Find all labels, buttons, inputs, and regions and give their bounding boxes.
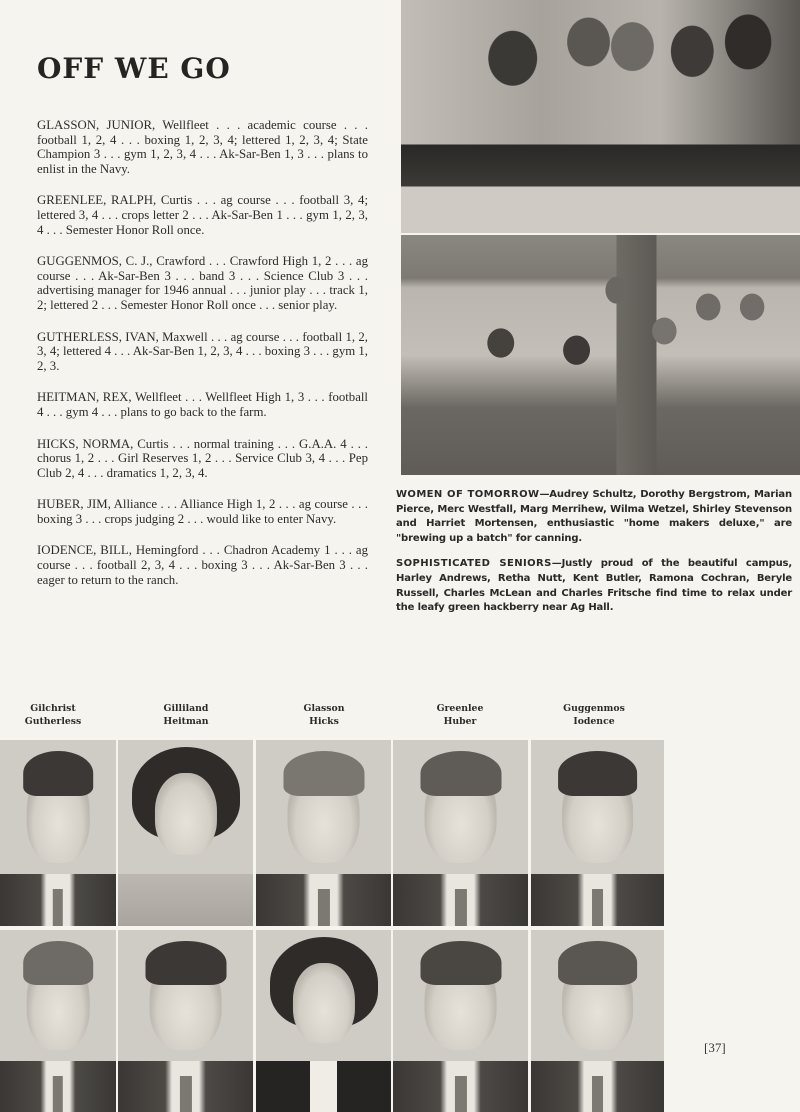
- portrait-label-col-4: Greenlee Huber: [436, 703, 484, 727]
- portrait-label-col-1: Gilchrist Gutherless: [24, 703, 82, 727]
- bio-text: Wellfleet . . . academic course . . . football 1, 2, 4 . . . boxing 1, 2, 3, 4; lettered 1, 2, 3, 4; State Champion 3 . . . gym 1, 2, 3, 4 . . . Ak-Sar-Ben 1, 3 . . . plans to enlist in the Navy.: [37, 118, 368, 176]
- bio-name: GREENLEE, RALPH,: [37, 193, 157, 208]
- senior-bios: [37, 118, 368, 604]
- portrait-iodence: [531, 930, 664, 1112]
- portrait-gilchrist: [0, 740, 116, 926]
- bio-name: GLASSON, JUNIOR,: [37, 118, 156, 132]
- bio-text: Crawford . . . Crawford High 1, 2 . . . ag course . . . Ak-Sar-Ben 3 . . . band 3 . . . Science Club 3 . . . advertising manager for 1946 annual . . . junior play . . . track 1, 2; lettered 2 . . . Semester Honor Roll once . . . senior play.: [37, 254, 368, 312]
- portrait-greenlee: [393, 740, 528, 926]
- portrait-gutherless: [0, 930, 116, 1112]
- bio-entry: [37, 330, 368, 374]
- bio-entry: [37, 254, 368, 312]
- bio-text: Alliance . . . Alliance High 1, 2 . . . ag course . . . boxing 3 . . . crops judging 2 . . . would like to enter Navy.: [37, 497, 368, 526]
- bio-name: IODENCE, BILL,: [37, 543, 132, 558]
- bio-name: GUTHERLESS, IVAN,: [37, 329, 159, 344]
- bio-entry: [37, 437, 368, 481]
- caption-women-of-tomorrow: [396, 488, 792, 546]
- portrait-guggenmos: [531, 740, 664, 926]
- bio-entry: [37, 543, 368, 587]
- caption-sophisticated-seniors: [396, 557, 792, 615]
- portrait-heitman: [118, 930, 253, 1112]
- bio-name: HICKS, NORMA,: [37, 436, 134, 451]
- page-title: OFF WE GO: [37, 52, 231, 85]
- bio-text: Curtis . . . ag course . . . football 3, 4; lettered 3, 4 . . . crops letter 2 . . . Ak-Sar-Ben 1 . . . gym 1, 2, 3, 4 . . . Semester Honor Roll once.: [37, 193, 369, 237]
- page-number: [37]: [704, 1040, 726, 1055]
- bio-entry: [37, 118, 368, 176]
- bio-entry: [37, 497, 368, 526]
- canning-photo: [401, 0, 800, 233]
- portrait-label-col-2: Gilliland Heitman: [163, 703, 209, 727]
- caption-text: —Audrey Schultz, Dorothy Bergstrom, Marian Pierce, Merc Westfall, Marg Merrihew, Wilma Wetzel, Shirley Stevenson and Harriet Mortensen, enthusiastic "home makers deluxe," are "brewing up a batch" for canning.: [396, 489, 793, 544]
- campus-photo: [401, 235, 800, 475]
- bio-name: HEITMAN, REX,: [37, 390, 132, 405]
- bio-entry: [37, 193, 368, 237]
- portrait-grid: [0, 738, 668, 1112]
- caption-lead: SOPHISTICATED SENIORS: [396, 558, 552, 570]
- caption-text: —Justly proud of the beautiful campus, Harley Andrews, Retha Nutt, Kent Butler, Ramona Cochran, Beryle Russell, Charles McLean and Charles Fritsche find time to relax under the leafy green hackberry near Ag Hall.: [396, 558, 793, 614]
- bio-text: Hemingford . . . Chadron Academy 1 . . . ag course . . . football 2, 3, 4 . . . boxing 3 . . . Ak-Sar-Ben 3 . . . eager to return to the ranch.: [37, 543, 368, 587]
- portrait-label-col-5: Guggenmos Iodence: [563, 703, 625, 727]
- portrait-hicks: [256, 930, 391, 1112]
- portrait-label-col-3: Glasson Hicks: [303, 703, 345, 727]
- photo-captions: [396, 488, 792, 627]
- bio-text: Wellfleet . . . Wellfleet High 1, 3 . . . football 4 . . . gym 4 . . . plans to go back to the farm.: [37, 390, 368, 419]
- bio-text: Curtis . . . normal training . . . G.A.A. 4 . . . chorus 1, 2 . . . Girl Reserves 1, 2 . . . Service Club 3, 4 . . . Pep Club 2, 4 . . . dramatics 1, 2, 3, 4.: [37, 436, 369, 480]
- portrait-labels: [0, 702, 680, 738]
- portrait-gilliland: [118, 740, 253, 926]
- portrait-huber: [393, 930, 528, 1112]
- caption-lead: WOMEN OF TOMORROW: [396, 489, 540, 500]
- portrait-glasson: [256, 740, 391, 926]
- bio-entry: [37, 390, 368, 419]
- bio-name: HUBER, JIM,: [37, 497, 111, 512]
- bio-name: GUGGENMOS, C. J.,: [37, 254, 153, 269]
- bio-text: Maxwell . . . ag course . . . football 1, 2, 3, 4; lettered 4 . . . Ak-Sar-Ben 1, 2, 3, 4 . . . boxing 3 . . . gym 1, 2, 3.: [37, 329, 368, 373]
